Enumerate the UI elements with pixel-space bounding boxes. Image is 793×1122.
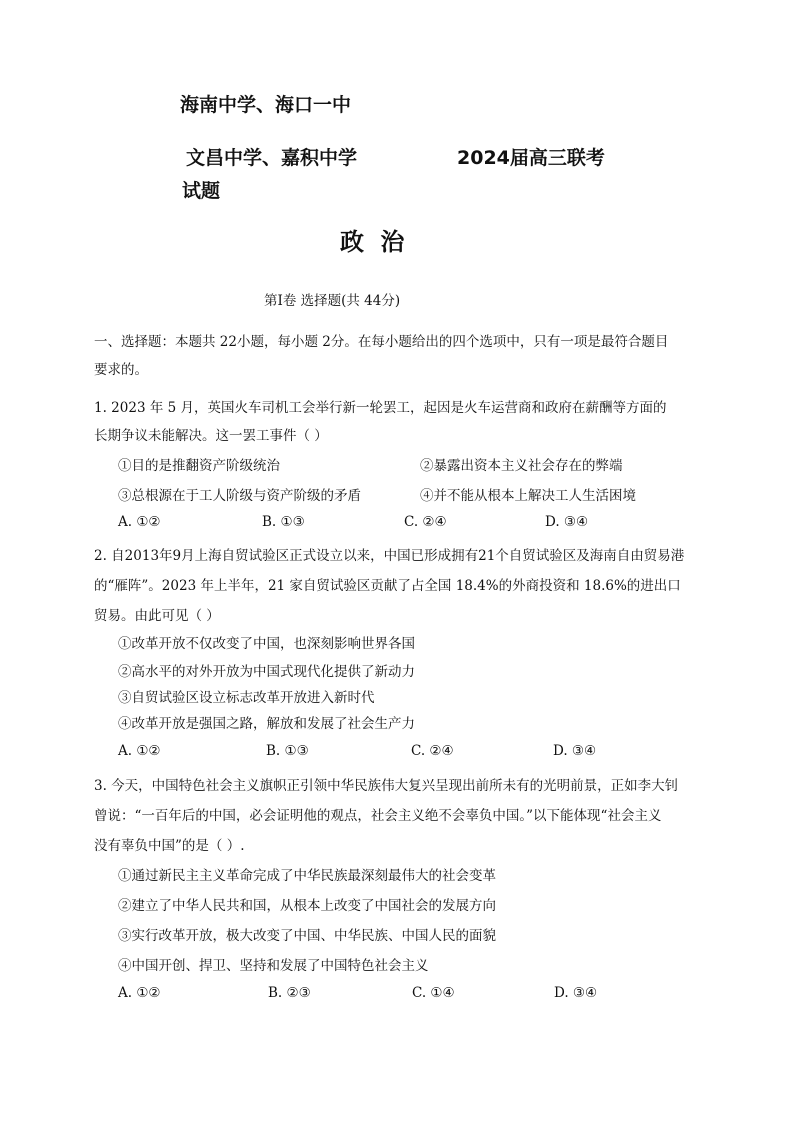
header-exam-title: 2024届高三联考 [457, 147, 605, 169]
answer-choice: B. ①③ [262, 514, 305, 530]
statement-option: ①目的是推翻资产阶级统治 [118, 458, 280, 474]
header-schools-line1: 海南中学、海口一中 [180, 94, 352, 116]
answer-choice: A. ①② [118, 743, 161, 759]
header-exam-suffix: 试题 [182, 180, 221, 202]
answer-choice: C. ②④ [404, 514, 447, 530]
answer-choice: C. ①④ [412, 985, 455, 1001]
statement-option: ④中国开创、捍卫、坚持和发展了中国特色社会主义 [118, 958, 429, 974]
question-stem-line: 3. 今天，中国特色社会主义旗帜正引领中华民族伟大复兴呈现出前所未有的光明前景，正如李大钊 [94, 778, 679, 794]
answer-choice: D. ③④ [545, 514, 589, 530]
question-stem-line: 2. 自2013年9月上海自贸试验区正式设立以来，中国已形成拥有21个自贸试验区及海南自由贸易港 [94, 548, 685, 564]
answer-choice: B. ②③ [268, 985, 311, 1001]
statement-option: ①通过新民主主义革命完成了中华民族最深刻最伟大的社会变革 [118, 868, 496, 884]
question-stem-line: 没有辜负中国”的是（ ）. [94, 838, 245, 854]
statement-option: ④改革开放是强国之路，解放和发展了社会生产力 [118, 716, 415, 732]
instructions-line: 一、选择题：本题共 22小题，每小题 2分。在每小题给出的四个选项中，只有一项是最符合题目 [94, 334, 669, 350]
header-schools-line2: 文昌中学、嘉积中学 [186, 147, 358, 169]
statement-option: ②暴露出资本主义社会存在的弊端 [420, 458, 623, 474]
question-stem-line: 曾说：“一百年后的中国，必会证明他的观点，社会主义绝不会辜负中国。”以下能体现“社会主义 [94, 808, 662, 824]
question-stem-line: 1. 2023 年 5 月，英国火车司机工会举行新一轮罢工，起因是火车运营商和政府在薪酬等方面的 [94, 400, 667, 416]
statement-option: ④并不能从根本上解决工人生活困境 [420, 488, 636, 504]
statement-option: ③自贸试验区设立标志改革开放进入新时代 [118, 690, 375, 706]
question-stem-line: 贸易。由此可见（ ） [94, 608, 220, 624]
subject-title: 政 治 [340, 228, 409, 256]
statement-option: ②高水平的对外开放为中国式现代化提供了新动力 [118, 664, 415, 680]
answer-choice: A. ①② [118, 985, 161, 1001]
question-stem-line: 的“雁阵”。2023 年上半年，21 家自贸试验区贡献了占全国 18.4%的外商投资和 18.6%的进出口 [94, 578, 681, 594]
answer-choice: D. ③④ [553, 743, 597, 759]
statement-option: ②建立了中华人民共和国，从根本上改变了中国社会的发展方向 [118, 898, 496, 914]
statement-option: ①改革开放不仅改变了中国，也深刻影响世界各国 [118, 636, 415, 652]
instructions-line: 要求的。 [94, 362, 148, 378]
section-title: 第Ⅰ卷 选择题(共 44分) [264, 293, 401, 309]
answer-choice: A. ①② [118, 514, 161, 530]
statement-option: ③实行改革开放，极大改变了中国、中华民族、中国人民的面貌 [118, 928, 496, 944]
answer-choice: D. ③④ [554, 985, 598, 1001]
question-stem-line: 长期争议未能解决。这一罢工事件（ ） [94, 428, 328, 444]
statement-option: ③总根源在于工人阶级与资产阶级的矛盾 [118, 488, 361, 504]
answer-choice: C. ②④ [411, 743, 454, 759]
answer-choice: B. ①③ [266, 743, 309, 759]
